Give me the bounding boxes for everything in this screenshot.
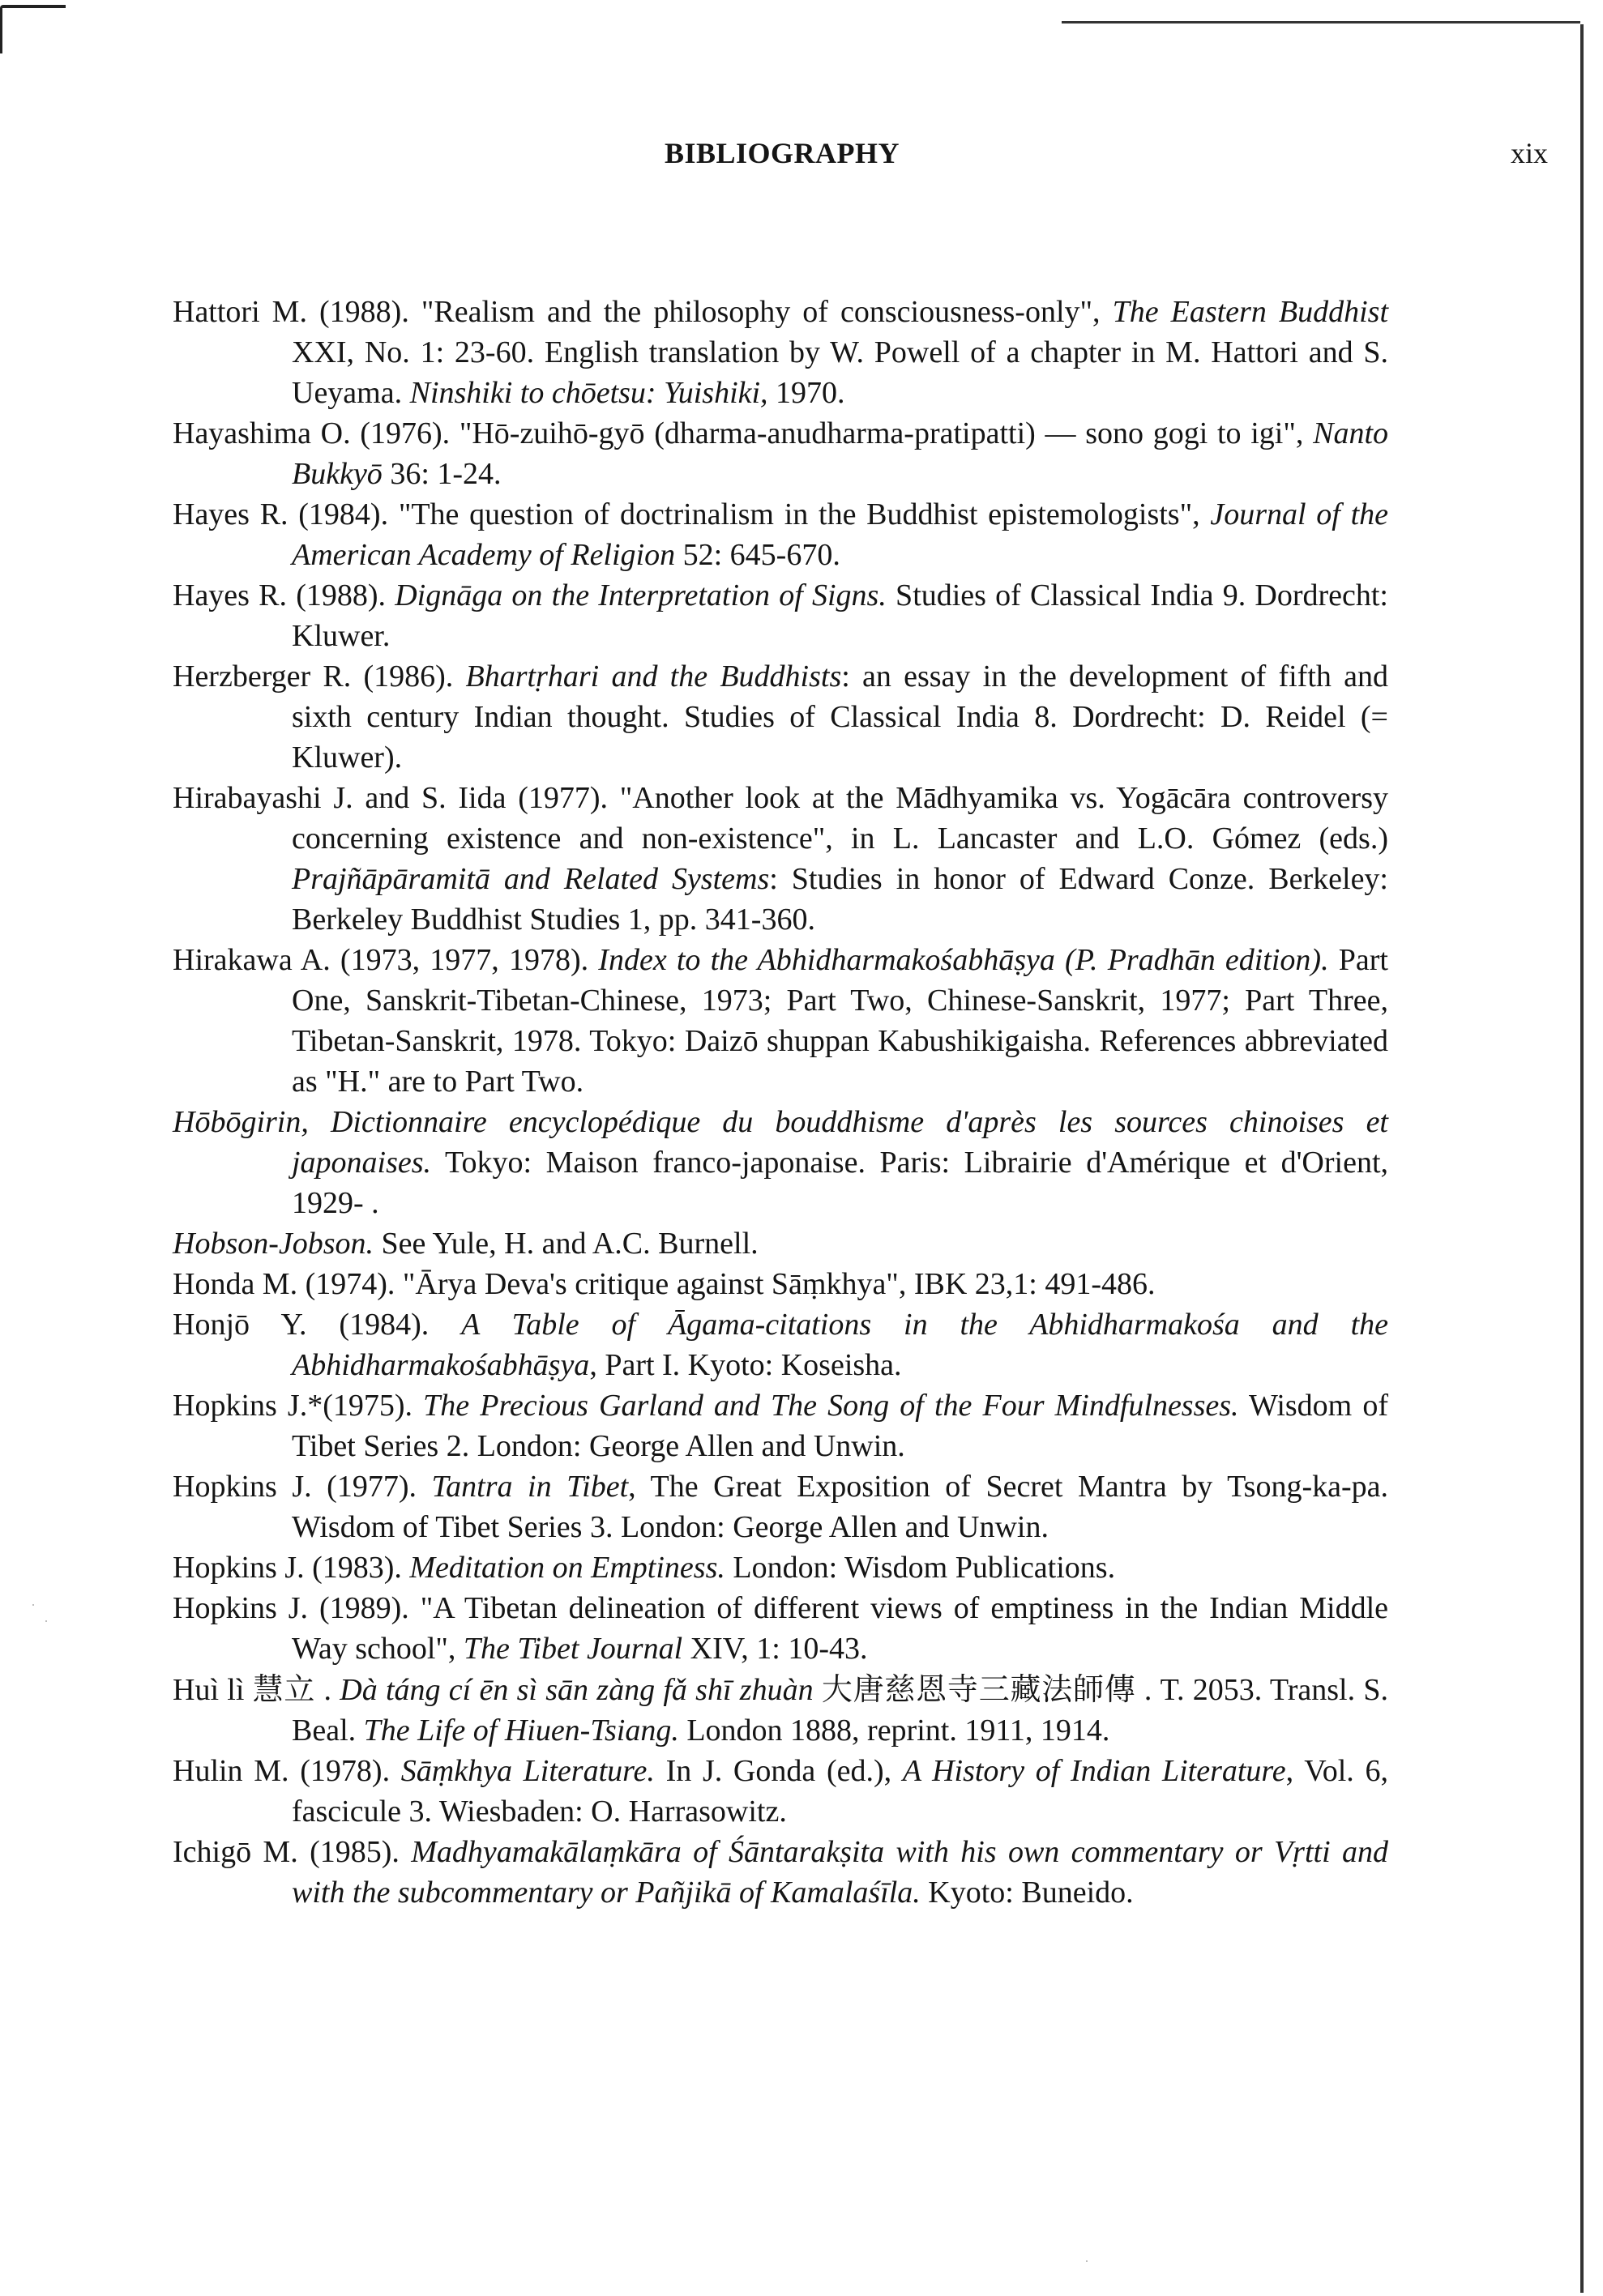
- entry-text: Hopkins J. (1983).: [173, 1551, 410, 1585]
- entry-title-italic: Dà táng cí ēn sì sān zàng fǎ shī zhuàn: [340, 1673, 814, 1707]
- entry-title-italic: The Precious Garland and The Song of the Four Mindfulnesses.: [423, 1389, 1239, 1423]
- bibliography-entry: [173, 1102, 1388, 1223]
- entry-cjk-text: 慧立: [252, 1671, 316, 1707]
- entry-text: Herzberger R. (1986).: [173, 659, 466, 693]
- entry-text: Honjō Y. (1984).: [173, 1308, 462, 1342]
- running-head: [0, 136, 1603, 177]
- page-title: BIBLIOGRAPHY: [664, 137, 900, 169]
- entry-cjk-text: 大唐慈恩寺三藏法師傳: [821, 1671, 1136, 1707]
- bibliography-entry: [173, 1669, 1388, 1751]
- bibliography-entry: [173, 1264, 1388, 1304]
- scan-speck: [1086, 2260, 1088, 2262]
- entry-title-italic: The Eastern Buddhist: [1112, 295, 1388, 329]
- entry-text: . T. 2053. Transl. S. Beal.: [292, 1673, 1388, 1748]
- entry-text: Wisdom of Tibet Series 2. London: George Allen and Unwin.: [292, 1389, 1388, 1463]
- entry-text: London 1888, reprint. 1911, 1914.: [678, 1713, 1110, 1748]
- bibliography-entry: [173, 1304, 1388, 1385]
- scan-edge-right: [1580, 24, 1584, 2293]
- entry-text: Part One, Sanskrit-Tibetan-Chinese, 1973; Part Two, Chinese-Sanskrit, 1977; Part Three, Tibetan-Sanskrit, 1978. Tokyo: Daizō shuppan Kabushikigaisha. References abbreviated as "H." are to Part Two.: [292, 943, 1388, 1099]
- entry-text: Hirabayashi J. and S. Iida (1977). "Another look at the Mādhyamika vs. Yogācāra controversy concerning existence and non-existence", in L. Lancaster and L.O. Gómez (eds.): [173, 781, 1388, 856]
- entry-text: In J. Gonda (ed.),: [654, 1754, 903, 1788]
- entry-text: Hattori M. (1988). "Realism and the philosophy of consciousness-only",: [173, 295, 1113, 329]
- page-number: xix: [1510, 137, 1548, 169]
- entry-text: Kyoto: Buneido.: [920, 1876, 1134, 1910]
- bibliography-entry: [173, 1832, 1388, 1913]
- entry-text: 36: 1-24.: [382, 457, 502, 491]
- entry-text: Hayes R. (1984). "The question of doctrinalism in the Buddhist epistemologists",: [173, 497, 1211, 531]
- scan-edge-corner: [0, 5, 66, 53]
- bibliography-entry: [173, 1751, 1388, 1832]
- entry-title-italic: Index to the Abhidharmakośabhāṣya (P. Pradhān edition).: [598, 943, 1329, 977]
- entry-text: Hulin M. (1978).: [173, 1754, 401, 1788]
- bibliography-entry: [173, 778, 1388, 940]
- entry-text: 1970.: [767, 376, 845, 410]
- entry-text: , Part I. Kyoto: Koseisha.: [589, 1348, 902, 1382]
- scan-edge-top: [1062, 21, 1580, 23]
- bibliography-entry: [173, 940, 1388, 1102]
- entry-text: Tokyo: Maison franco-japonaise. Paris: Librairie d'Amérique et d'Orient, 1929- .: [292, 1146, 1388, 1220]
- bibliography-entry: [173, 292, 1388, 413]
- entry-text: Hopkins J. (1977).: [173, 1470, 432, 1504]
- entry-text: Hopkins J. (1989). "A Tibetan delineation of different views of emptiness in the Indian Middle Way school",: [173, 1591, 1388, 1666]
- bibliography-entry: [173, 1223, 1388, 1264]
- scan-speck: [45, 1620, 47, 1622]
- entry-title-italic: A Table of Āgama-citations in the Abhidharmakośa and the Abhidharmakośabhāṣya: [292, 1308, 1388, 1382]
- bibliography-entry: [173, 413, 1388, 494]
- entry-text: XIV, 1: 10-43.: [682, 1632, 868, 1666]
- entry-title-italic: Prajñāpāramitā and Related Systems: [292, 862, 770, 896]
- entry-text: Huì lì: [173, 1673, 253, 1707]
- bibliography-entry: [173, 494, 1388, 575]
- bibliography-entry: [173, 1588, 1388, 1669]
- entry-title-italic: Ninshiki to chōetsu: Yuishiki,: [409, 376, 768, 410]
- bibliography-entry: [173, 575, 1388, 656]
- entry-text: Hopkins J.*(1975).: [173, 1389, 424, 1423]
- entry-text: Ichigō M. (1985).: [173, 1835, 412, 1869]
- entry-text: London: Wisdom Publications.: [725, 1551, 1116, 1585]
- entry-text: , Vol. 6, fascicule 3. Wiesbaden: O. Harrasowitz.: [292, 1754, 1388, 1829]
- bibliography-entry: [173, 1547, 1388, 1588]
- bibliography-entry: [173, 1466, 1388, 1547]
- scan-speck: [32, 1604, 34, 1606]
- entry-text: : Studies in honor of Edward Conze. Berkeley: Berkeley Buddhist Studies 1, pp. 341-360.: [292, 862, 1388, 937]
- entry-title-italic: Hōbōgirin, Dictionnaire encyclopédique du bouddhisme d'après les sources chinoises et japonaises.: [173, 1105, 1388, 1180]
- entry-text: .: [315, 1673, 340, 1707]
- entry-title-italic: Hobson-Jobson.: [173, 1227, 374, 1261]
- entry-title-italic: Nanto Bukkyō: [292, 416, 1388, 491]
- entry-text: Studies of Classical India 9. Dordrecht: Kluwer.: [292, 578, 1388, 653]
- entry-title-italic: Journal of the American Academy of Religion: [292, 497, 1389, 572]
- bibliography-entry: [173, 656, 1388, 778]
- entry-text: XXI, No. 1: 23-60. English translation by W. Powell of a chapter in M. Hattori and S. Ueyama.: [292, 335, 1388, 410]
- entry-text: [814, 1673, 822, 1707]
- bibliography-entry: [173, 1385, 1388, 1466]
- entry-text: , The Great Exposition of Secret Mantra by Tsong-ka-pa. Wisdom of Tibet Series 3. London: George Allen and Unwin.: [292, 1470, 1388, 1544]
- entry-title-italic: Dignāga on the Interpretation of Signs.: [395, 578, 887, 612]
- entry-text: Hirakawa A. (1973, 1977, 1978).: [173, 943, 599, 977]
- entry-text: 52: 645-670.: [675, 538, 840, 572]
- bibliography-list: [173, 292, 1388, 1913]
- entry-text: Hayashima O. (1976). "Hō-zuihō-gyō (dharma-anudharma-pratipatti) — sono gogi to igi",: [173, 416, 1314, 450]
- entry-title-italic: Tantra in Tibet: [431, 1470, 629, 1504]
- entry-text: See Yule, H. and A.C. Burnell.: [374, 1227, 759, 1261]
- entry-title-italic: The Life of Hiuen-Tsiang.: [363, 1713, 679, 1748]
- entry-title-italic: Meditation on Emptiness.: [409, 1551, 725, 1585]
- entry-text: Honda M. (1974). "Ārya Deva's critique against Sāṃkhya", IBK 23,1: 491-486.: [173, 1267, 1156, 1301]
- entry-text: Hayes R. (1988).: [173, 578, 395, 612]
- entry-title-italic: Bhartṛhari and the Buddhists: [465, 659, 842, 693]
- entry-title-italic: Sāṃkhya Literature.: [400, 1754, 655, 1788]
- entry-text: : an essay in the development of fifth and sixth century Indian thought. Studies of Classical India 8. Dordrecht: D. Reidel (= Kluwer).: [292, 659, 1388, 775]
- entry-title-italic: Madhyamakālaṃkāra of Śāntarakṣita with his own commentary or Vṛtti and with the subcommentary or Pañjikā of Kamalaśīla.: [292, 1835, 1388, 1910]
- entry-title-italic: A History of Indian Literature: [902, 1754, 1286, 1788]
- entry-title-italic: The Tibet Journal: [463, 1632, 683, 1666]
